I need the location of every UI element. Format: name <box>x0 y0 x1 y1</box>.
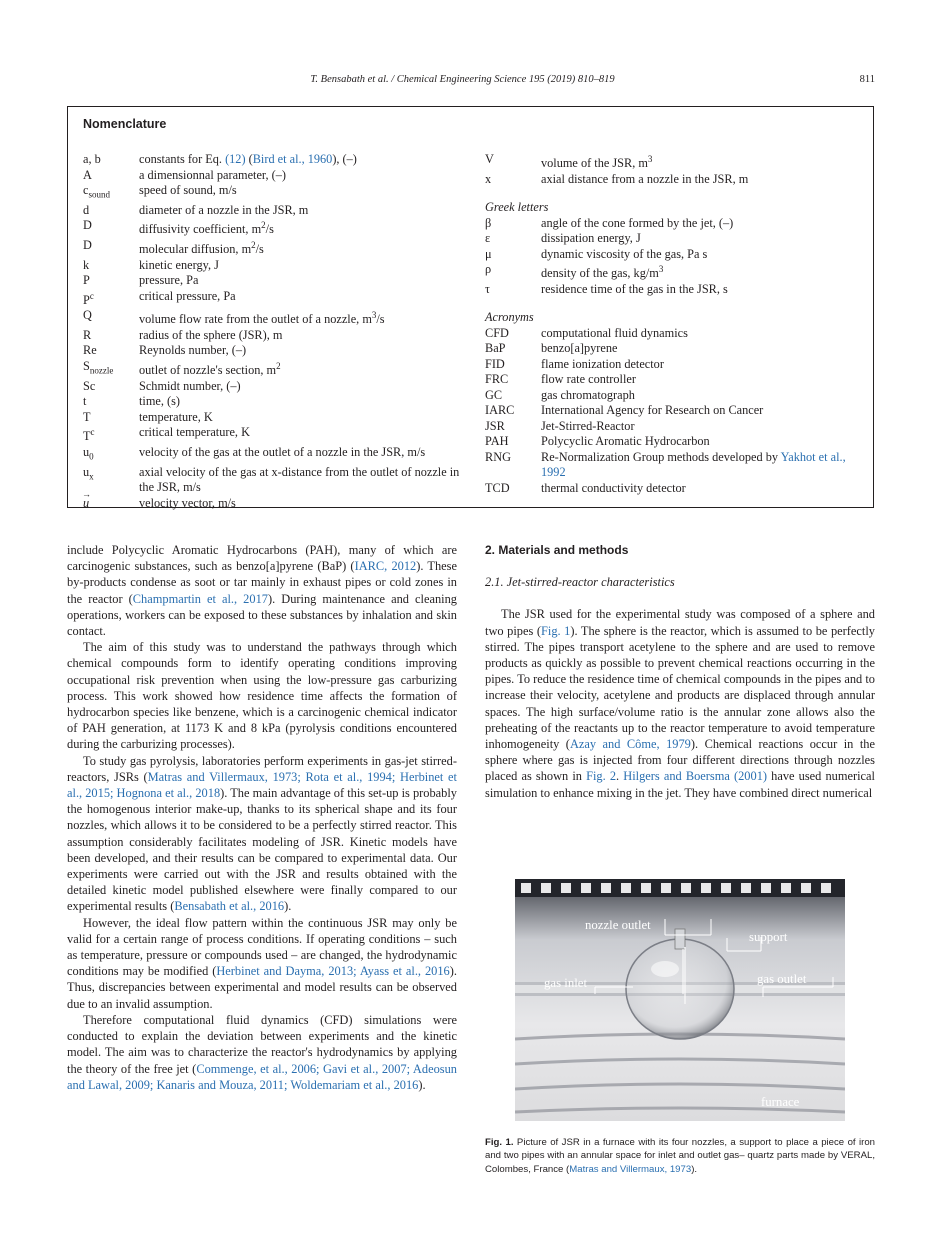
label-gas-inlet: gas inlet <box>544 976 588 990</box>
symbol-text: D <box>83 238 92 253</box>
nomenclature-definition <box>139 328 461 344</box>
nomenclature-entry <box>83 258 461 274</box>
nomenclature-symbol <box>83 258 139 274</box>
symbol-subscript: x <box>89 471 94 482</box>
definition-text: diameter of a nozzle in the JSR, m <box>139 202 309 217</box>
symbol-text: τ <box>485 281 490 296</box>
nomenclature-symbol <box>83 445 139 465</box>
nomenclature-definition <box>541 357 863 373</box>
citation-link[interactable]: (12) <box>225 152 246 166</box>
nomenclature-symbol <box>83 183 139 203</box>
nomenclature-group-heading: Greek letters <box>485 200 549 215</box>
symbol-text: ρ <box>485 262 492 277</box>
label-gas-outlet: gas outlet <box>757 972 807 986</box>
definition-text: temperature, K <box>139 409 213 424</box>
vector-arrow-icon: → <box>82 488 91 499</box>
definition-text: time, (s) <box>139 394 180 409</box>
nomenclature-symbol <box>83 168 139 184</box>
nomenclature-symbol <box>485 403 541 419</box>
definition-text: Polycyclic Aromatic Hydrocarbon <box>541 434 710 449</box>
nomenclature-entry <box>83 379 461 395</box>
definition-superscript: 2 <box>276 360 281 371</box>
symbol-text: V <box>485 152 494 166</box>
nomenclature-entry <box>485 372 863 388</box>
nomenclature-entry <box>83 152 461 168</box>
nomenclature-entry <box>485 481 863 497</box>
nomenclature-definition <box>541 216 863 232</box>
nomenclature-entry <box>485 434 863 450</box>
symbol-text: c <box>83 183 89 197</box>
definition-text: molecular diffusion, m <box>139 242 252 257</box>
definition-text: volume of the JSR, m <box>541 156 648 171</box>
nomenclature-definition <box>139 343 461 359</box>
nomenclature-symbol <box>485 282 541 298</box>
nomenclature-symbol <box>485 357 541 373</box>
nomenclature-definition <box>139 410 461 426</box>
nomenclature-definition <box>139 308 461 328</box>
text-run: ). <box>418 1077 426 1092</box>
nomenclature-definition <box>139 152 461 168</box>
nomenclature-definition <box>541 247 863 263</box>
symbol-text: P <box>83 273 90 288</box>
nomenclature-definition <box>541 372 863 388</box>
definition-text: velocity vector, m/s <box>139 495 236 510</box>
symbol-text: FRC <box>485 372 509 387</box>
nomenclature-definition <box>139 465 461 496</box>
nomenclature-entry <box>485 341 863 357</box>
symbol-text: TCD <box>485 480 510 495</box>
body-paragraph <box>67 639 457 752</box>
nomenclature-entry <box>83 425 461 445</box>
definition-text: radius of the sphere (JSR), m <box>139 327 283 342</box>
symbol-text: k <box>83 257 90 272</box>
symbol-superscript: c <box>89 290 94 301</box>
symbol-text: FID <box>485 356 505 371</box>
vector-symbol <box>82 488 91 510</box>
text-run: have used numerical simulation to enhance mixing in the jet. They have combined direct numerical <box>485 769 875 800</box>
definition-unit: /s <box>376 312 385 327</box>
nomenclature-symbol <box>485 172 541 188</box>
nomenclature-entry <box>83 308 461 328</box>
text-run: ). The main advantage of this set-up is probably the homogenous interior make-up, thanks to its spherical shape and its four nozzles, which allows it to be considered to be a perfectly stirred reactor. This assumption considerably facilitates modeling of JSR. Kinetic models have been developed, and their results can be compared to experimental data. Our experiments were carried out with the JSR and results obtained with the detailed kinetic model published elsewhere were finally compared to our experimental results ( <box>67 786 457 914</box>
symbol-text: A <box>83 167 92 182</box>
definition-text: residence time of the gas in the JSR, s <box>541 281 728 296</box>
text-run: However, the ideal flow pattern within the continuous JSR may only be valid for a certain range of process conditions. If operating conditions – such as temperature, pressure or compounds used – are changed, the hydrodynamic conditions may be modified ( <box>67 915 457 979</box>
body-left-column <box>67 542 457 1093</box>
nomenclature-entry <box>83 328 461 344</box>
definition-text: benzo[a]pyrene <box>541 341 618 356</box>
nomenclature-symbol <box>485 341 541 357</box>
text-run: ). Chemical reactions occur in the sphere where gas is injected from four different directions through nozzles placed as shown in <box>485 737 875 784</box>
definition-text: axial distance from a nozzle in the JSR, m <box>541 171 749 186</box>
citation-link[interactable]: Champmartin et al., 2017 <box>132 591 268 606</box>
page-number: 811 <box>859 74 875 85</box>
nomenclature-entry <box>83 238 461 258</box>
journal-citation: T. Bensabath et al. / Chemical Engineering Science 195 (2019) 810–819 <box>310 74 615 85</box>
definition-text: critical temperature, K <box>139 425 250 440</box>
nomenclature-entry <box>485 419 863 435</box>
text-run: ). During maintenance and cleaning operations, workers can be exposed to these substances by inhalation and skin contact. <box>67 591 457 639</box>
symbol-text: x <box>485 171 492 186</box>
nomenclature-entry <box>83 168 461 184</box>
nomenclature-symbol <box>485 216 541 232</box>
nomenclature-symbol <box>83 425 139 445</box>
body-paragraph <box>67 1012 457 1093</box>
citation-link[interactable]: Bird et al., 1960 <box>252 152 333 166</box>
symbol-text: a, b <box>83 152 101 166</box>
text-run: . <box>616 769 624 784</box>
text-run: ). <box>284 899 292 914</box>
nomenclature-symbol <box>83 238 139 258</box>
symbol-text: ε <box>485 231 491 246</box>
symbol-text: GC <box>485 387 503 402</box>
text-run: ). Thus, discrepancies between experimental and model results can be observed due to an invalid assumption. <box>67 964 457 1011</box>
nomenclature-definition <box>541 434 863 450</box>
nomenclature-symbol <box>83 203 139 219</box>
citation-link[interactable]: Fig. 1 <box>540 623 571 638</box>
symbol-text: μ <box>485 246 492 261</box>
nomenclature-symbol <box>83 328 139 344</box>
definition-text: dissipation energy, J <box>541 231 641 246</box>
definition-text: International Agency for Research on Cancer <box>541 403 764 418</box>
citation-link[interactable]: Bensabath et al., 2016 <box>174 899 285 914</box>
citation-link[interactable]: Azay and Côme, 1979 <box>569 737 691 752</box>
nomenclature-entry <box>83 394 461 410</box>
nomenclature-symbol <box>485 434 541 450</box>
symbol-text: β <box>485 215 492 230</box>
nomenclature-definition <box>139 238 461 258</box>
citation-link[interactable]: Yakhot et al., 1992 <box>541 449 846 480</box>
section-paragraph <box>485 606 875 800</box>
nomenclature-definition <box>139 394 461 410</box>
nomenclature-entry <box>83 183 461 203</box>
nomenclature-symbol <box>83 394 139 410</box>
nomenclature-definition <box>139 496 461 512</box>
symbol-text: u <box>83 464 90 479</box>
text-run: Therefore computational fluid dynamics (CFD) simulations were conducted to explain the deviation between experiments and the kinetic model. The aim was to characterize the reactor's hydrodynamics by applying the theory of the free jet ( <box>67 1012 457 1076</box>
nomenclature-entry <box>83 218 461 238</box>
nomenclature-entry <box>485 388 863 404</box>
body-paragraph <box>67 915 457 1012</box>
nomenclature-entry <box>485 172 863 188</box>
text-run: To study gas pyrolysis, laboratories perform experiments in gas-jet stirred-reactors, JSRs ( <box>67 753 457 784</box>
nomenclature-left-column <box>83 152 461 511</box>
text-run: include Polycyclic Aromatic Hydrocarbons (PAH), many of which are carcinogenic substances, such as benzo[a]pyrene (BaP) ( <box>67 543 457 574</box>
nomenclature-entry <box>485 403 863 419</box>
citation-link[interactable]: Hilgers and Boersma (2001) <box>623 769 768 784</box>
symbol-text: PAH <box>485 434 509 449</box>
subsection-heading: 2.1. Jet-stirred-reactor characteristics <box>485 575 675 590</box>
citation-link[interactable]: Matras and Villermaux, 1973; Rota et al., 1994; Herbinet et al., 2015; Hognona et al., 2018 <box>67 769 457 801</box>
nomenclature-definition <box>139 168 461 184</box>
nomenclature-entry <box>485 357 863 373</box>
symbol-text: Re <box>83 343 97 358</box>
text-run: The JSR used for the experimental study was composed of a sphere and two pipes ( <box>485 607 875 638</box>
symbol-text: D <box>83 218 92 233</box>
nomenclature-definition <box>541 403 863 419</box>
definition-superscript: 2 <box>261 220 266 231</box>
definition-text: a dimensionnal parameter, (–) <box>139 167 287 182</box>
body-paragraph <box>67 753 457 915</box>
nomenclature-entry <box>485 231 863 247</box>
definition-text: gas chromatograph <box>541 387 635 402</box>
citation-link[interactable]: Commenge, et al., 2006; Gavi et al., 2007; Adeosun and Lawal, 2009; Kanaris and Mouza, 2011; Woldemariam et al., 2016 <box>67 1061 457 1092</box>
symbol-subscript: nozzle <box>89 365 114 376</box>
nomenclature-symbol <box>83 308 139 328</box>
symbol-text: RNG <box>485 449 511 464</box>
nomenclature-symbol <box>485 247 541 263</box>
definition-text: volume flow rate from the outlet of a nozzle, m <box>139 312 372 327</box>
nomenclature-entry <box>485 282 863 298</box>
definition-text: computational fluid dynamics <box>541 325 688 340</box>
figure-caption-text <box>485 1137 875 1175</box>
symbol-text: u <box>83 444 90 459</box>
definition-text: diffusivity coefficient, m <box>139 222 262 237</box>
symbol-text: IARC <box>485 403 515 418</box>
nomenclature-entry <box>83 343 461 359</box>
label-furnace: furnace <box>761 1095 800 1109</box>
figure-caption-label: Fig. 1. <box>485 1137 514 1148</box>
nomenclature-definition <box>541 341 863 357</box>
definition-text: Schmidt number, (–) <box>139 378 241 393</box>
nomenclature-entry <box>83 203 461 219</box>
nomenclature-definition <box>139 203 461 219</box>
nomenclature-definition <box>541 450 863 481</box>
definition-unit: /s <box>265 222 274 237</box>
definition-text: velocity of the gas at the outlet of a nozzle in the JSR, m/s <box>139 444 426 459</box>
definition-text: Jet-Stirred-Reactor <box>541 418 635 433</box>
text-run: ), (–) <box>332 152 357 166</box>
definition-text: angle of the cone formed by the jet, (–) <box>541 215 734 230</box>
nomenclature-definition <box>541 481 863 497</box>
symbol-text: T <box>83 429 91 444</box>
nomenclature-symbol <box>485 388 541 404</box>
definition-text: flame ionization detector <box>541 356 664 371</box>
nomenclature-entry <box>83 445 461 465</box>
definition-text: critical pressure, Pa <box>139 288 236 303</box>
nomenclature-entry <box>485 247 863 263</box>
label-nozzle-outlet: nozzle outlet <box>585 918 651 932</box>
nomenclature-symbol <box>83 343 139 359</box>
nomenclature-symbol <box>83 289 139 309</box>
definition-text: kinetic energy, J <box>139 257 219 272</box>
nomenclature-symbol <box>83 359 139 379</box>
symbol-subscript: 0 <box>89 451 94 462</box>
symbol-subscript: sound <box>88 189 110 200</box>
nomenclature-right-column <box>485 152 863 496</box>
symbol-superscript: c <box>90 427 95 438</box>
nomenclature-definition <box>139 289 461 309</box>
nomenclature-definition <box>139 258 461 274</box>
nomenclature-symbol <box>82 488 139 512</box>
section-heading: 2. Materials and methods <box>485 543 629 557</box>
nomenclature-symbol <box>485 326 541 342</box>
definition-text: density of the gas, kg/m <box>541 266 659 281</box>
text-run: Re-Normalization Group methods developed by <box>541 449 781 464</box>
citation-link[interactable]: Fig. 2 <box>586 769 617 784</box>
text-run: constants for Eq. <box>139 152 226 166</box>
nomenclature-entry <box>83 289 461 309</box>
nomenclature-definition <box>139 425 461 445</box>
symbol-text: u <box>83 495 90 510</box>
nomenclature-definition <box>541 152 863 172</box>
nomenclature-symbol <box>485 152 541 172</box>
symbol-text: R <box>83 327 92 342</box>
nomenclature-entry <box>83 410 461 426</box>
nomenclature-symbol <box>83 218 139 238</box>
nomenclature-symbol <box>83 152 139 168</box>
nomenclature-symbol <box>485 231 541 247</box>
nomenclature-symbol <box>485 450 541 481</box>
symbol-text: t <box>83 394 87 409</box>
nomenclature-definition <box>541 388 863 404</box>
definition-text: axial velocity of the gas at x-distance from the outlet of nozzle in the JSR, m/s <box>139 464 460 495</box>
text-run: The aim of this study was to understand the pathways through which chemical compounds form to identify operating conditions improving occupational risk prevention when using the low-pressure gas carburizing process. This work showed how residence time affects the formation of hydrocarbon species like benzene, which is a carcinogenic chemical indicator of PAH generation, at 1173 K and 8 kPa (pyrolysis conditions encountered during the carburizing processes). <box>67 640 457 752</box>
definition-text: pressure, Pa <box>139 273 199 288</box>
citation-link[interactable]: Matras and Villermaux, 1973 <box>569 1163 692 1175</box>
definition-text: thermal conductivity detector <box>541 480 686 495</box>
text-run: ( <box>245 152 253 166</box>
definition-text: speed of sound, m/s <box>139 183 237 197</box>
text-run: Picture of JSR in a furnace with its four nozzles, a support to place a piece of iron and two pipes with an annular space for inlet and outlet gas– quartz parts made by VERAL, Colombes, France ( <box>485 1137 876 1175</box>
definition-superscript: 3 <box>371 310 377 321</box>
citation-link[interactable]: IARC, 2012 <box>354 559 417 574</box>
body-right-column <box>485 542 875 801</box>
nomenclature-symbol <box>485 262 541 282</box>
figure-1-caption <box>485 1136 875 1176</box>
reactor-photo-illustration <box>515 879 845 1121</box>
definition-superscript: 3 <box>658 264 664 275</box>
definition-text: dynamic viscosity of the gas, Pa s <box>541 246 708 261</box>
nomenclature-symbol <box>485 481 541 497</box>
symbol-text: P <box>83 292 90 307</box>
nomenclature-definition <box>541 231 863 247</box>
nomenclature-entry <box>83 359 461 379</box>
symbol-text: JSR <box>485 418 505 433</box>
text-run: ). These by-products condense as soot or tar mainly in exhaust pipes or cold zones in the reactor ( <box>67 559 457 606</box>
nomenclature-title: Nomenclature <box>83 117 167 131</box>
nomenclature-symbol <box>485 419 541 435</box>
nomenclature-definition <box>541 419 863 435</box>
nomenclature-entry <box>485 326 863 342</box>
symbol-text: BaP <box>485 341 506 356</box>
nomenclature-entry <box>83 273 461 289</box>
nomenclature-symbol <box>83 273 139 289</box>
figure-1-photo <box>515 879 845 1121</box>
nomenclature-group-heading: Acronyms <box>485 310 534 325</box>
nomenclature-symbol <box>83 410 139 426</box>
definition-text: flow rate controller <box>541 372 636 387</box>
nomenclature-entry <box>485 262 863 282</box>
nomenclature-symbol <box>485 372 541 388</box>
nomenclature-definition <box>541 282 863 298</box>
symbol-text: Q <box>83 308 92 323</box>
nomenclature-definition <box>541 262 863 282</box>
symbol-text: d <box>83 202 90 217</box>
nomenclature-symbol <box>83 465 139 496</box>
nomenclature-definition <box>139 445 461 465</box>
definition-text: outlet of nozzle's section, m <box>139 362 277 377</box>
nomenclature-definition <box>541 172 863 188</box>
label-support: support <box>749 930 788 944</box>
nomenclature-symbol <box>83 379 139 395</box>
nomenclature-definition <box>139 218 461 238</box>
nomenclature-entry <box>82 488 461 512</box>
nomenclature-definition <box>139 379 461 395</box>
symbol-text: T <box>83 409 91 424</box>
symbol-text: Sc <box>83 378 96 393</box>
nomenclature-entry <box>485 152 863 172</box>
nomenclature-definition <box>139 183 461 203</box>
symbol-text: S <box>83 358 90 373</box>
definition-superscript: 3 <box>647 154 653 164</box>
nomenclature-definition <box>139 359 461 379</box>
nomenclature-entry <box>83 465 461 496</box>
nomenclature-entry <box>485 450 863 481</box>
nomenclature-box <box>67 106 874 508</box>
nomenclature-definition <box>541 326 863 342</box>
text-run: ). The sphere is the reactor, which is assumed to be perfectly stirred. The pipes transport acetylene to the sphere and are used to remove products as quickly as possible to prevent chemical reactions occurring in the pipes. To reduce the residence time of chemical compounds in the pipes and to increase their velocity, acetylene and products are displaced through annular spaces. The high surface/volume ratio is the annular zone allows also the preheating of the reactants up to the reactor temperature to avoid temperature inhomogeneity ( <box>485 623 875 752</box>
nomenclature-definition <box>139 273 461 289</box>
nomenclature-entry <box>485 216 863 232</box>
definition-superscript: 2 <box>251 240 256 251</box>
text-run: ). <box>691 1163 698 1175</box>
symbol-text: CFD <box>485 325 509 340</box>
body-paragraph <box>67 542 457 639</box>
definition-unit: /s <box>255 242 264 257</box>
citation-link[interactable]: Herbinet and Dayma, 2013; Ayass et al., 2016 <box>216 964 450 979</box>
definition-text: Reynolds number, (–) <box>139 343 247 358</box>
